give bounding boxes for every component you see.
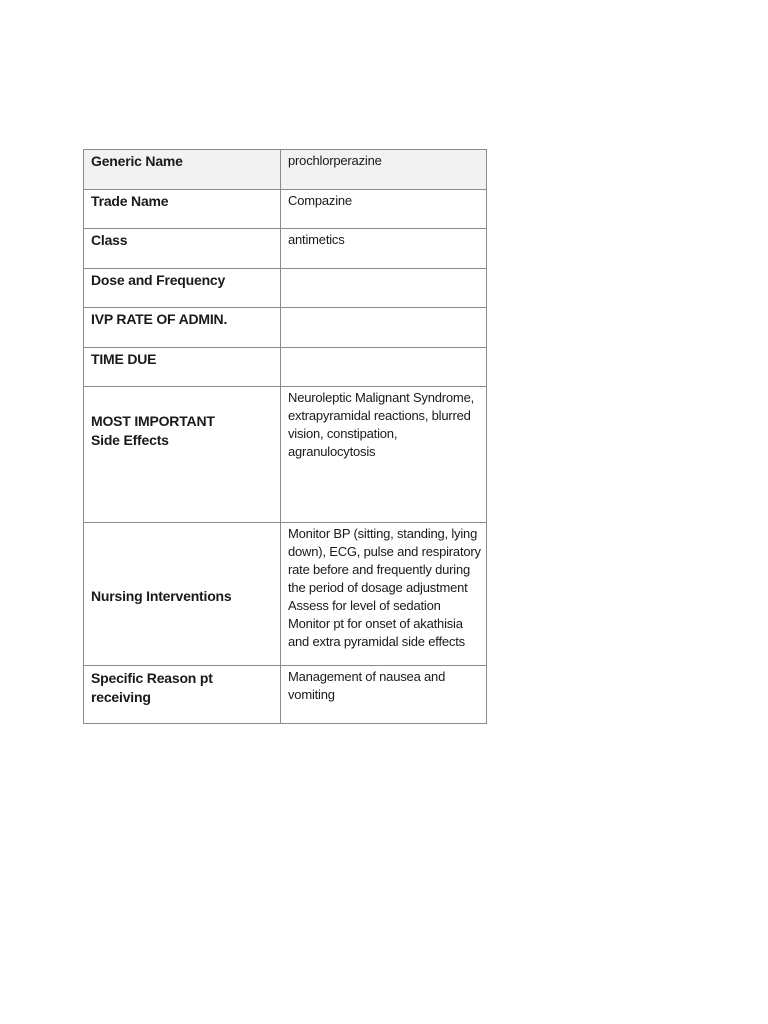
row-value: prochlorperazine (281, 150, 487, 190)
table-row (84, 269, 487, 308)
row-value: Neuroleptic Malignant Syndrome, extrapyramidal reactions, blurred vision, constipation, agranulocytosis (281, 387, 487, 523)
row-value (281, 348, 487, 387)
row-value: Monitor BP (sitting, standing, lying down), ECG, pulse and respiratory rate before and frequently during the period of dosage adjustment Assess for level of sedation Monitor pt for onset of akathisia and extra pyramidal side effects (281, 523, 487, 666)
table-row (84, 387, 487, 523)
side-effects-label: MOST IMPORTANT Side Effects (91, 413, 215, 448)
row-label: Class (84, 229, 281, 269)
row-value (281, 308, 487, 348)
row-label: Nursing Interventions (84, 523, 281, 666)
row-value: Management of nausea and vomiting (281, 666, 487, 724)
reason-label: Specific Reason pt receiving (91, 670, 213, 705)
row-value (281, 269, 487, 308)
drug-card-table (83, 149, 487, 724)
row-label (84, 387, 281, 523)
row-label: Dose and Frequency (84, 269, 281, 308)
row-label: Trade Name (84, 190, 281, 229)
table-row (84, 348, 487, 387)
table-row (84, 150, 487, 190)
row-value: Compazine (281, 190, 487, 229)
row-label (84, 666, 281, 724)
table-row (84, 308, 487, 348)
row-value: antimetics (281, 229, 487, 269)
table-row (84, 229, 487, 269)
table-row (84, 523, 487, 666)
row-label: TIME DUE (84, 348, 281, 387)
row-label: IVP RATE OF ADMIN. (84, 308, 281, 348)
row-label: Generic Name (84, 150, 281, 190)
table-row (84, 666, 487, 724)
table-row (84, 190, 487, 229)
